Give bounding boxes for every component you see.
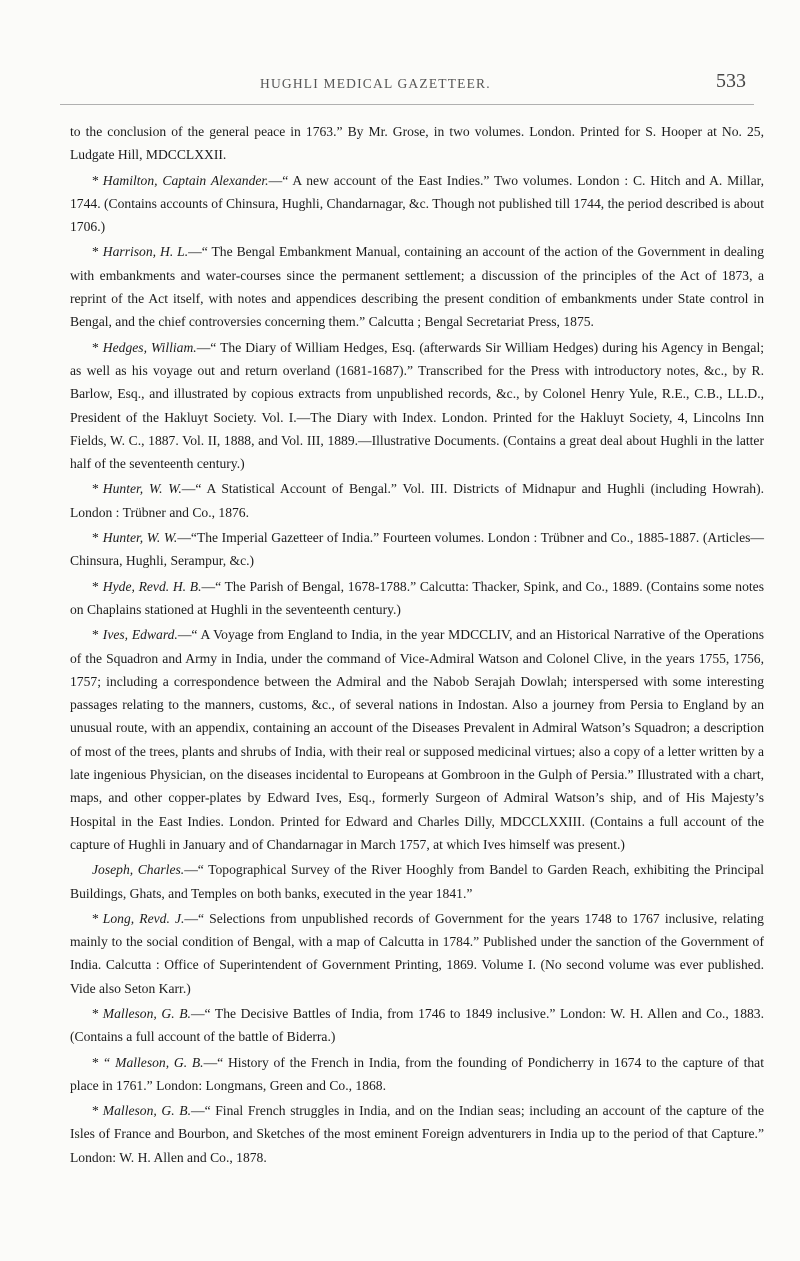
entry-marker: * [92, 910, 99, 926]
bibliography-entry [70, 1099, 764, 1169]
entry-marker: * [92, 172, 99, 188]
entry-marker: * [92, 530, 99, 546]
entry-marker: * [92, 244, 99, 260]
entry-author: Hunter, W. W. [102, 481, 182, 497]
header-rule [60, 104, 754, 105]
entry-author: Ives, Edward. [102, 627, 178, 643]
entry-text: —“ The Bengal Embankment Manual, containing an account of the action of the Government in dealing with embankments and water-courses since the permanent settlement; a discussion of the principles of the Act of 1873, a reprint of the Act itself, with notes and appendices describing the present condition of embankments under State control in Bengal, and the chief controversies concerning them.” Calcutta ; Bengal Secretariat Press, 1875. [70, 244, 764, 330]
page-number: 533 [716, 70, 746, 92]
bibliography-entry [70, 169, 764, 239]
entry-text: to the conclusion of the general peace in 1763.” By Mr. Grose, in two volumes. London. Printed for S. Hooper at No. 25, Ludgate Hill, MDCCLXXII. [70, 124, 764, 163]
entry-author: Malleson, G. B. [102, 1103, 191, 1119]
entry-author: “ Malleson, G. B. [102, 1054, 204, 1070]
entry-marker: * [92, 339, 99, 355]
entry-text: —“ A Statistical Account of Bengal.” Vol. III. Districts of Midnapur and Hughli (including Howrah). London : Trübner and Co., 1876. [70, 481, 764, 520]
bibliography-entry [70, 1002, 764, 1049]
bibliography-entry [70, 623, 764, 856]
entry-author: Long, Revd. J. [102, 910, 185, 926]
bibliography-entry [70, 336, 764, 476]
entry-text: —“ A Voyage from England to India, in the year MDCCLIV, and an Historical Narrative of the Operations of the Squadron and Army in India, under the command of Vice-Admiral Watson and Colonel Clive, in the years 1755, 1756, 1757; including a correspondence between the Admiral and the Nabob Serajah Dowlah; interspersed with some interesting passages relating to the manners, customs, &c., of several nations in Indostan. Also a journey from Persia to England by an unusual route, with an appendix, containing an account of the Diseases Prevalent in Admiral Watson’s Squadron; a description of most of the trees, plants and shrubs of India, with their real or supposed medicinal virtues; also a copy of a letter written by a late ingenious Physician, on the diseases incidental to Europeans at Gombroon in the Gulph of Persia.” Illustrated with a chart, maps, and other copper-plates by Edward Ives, Esq., formerly Surgeon of Admiral Watson’s ship, and of His Majesty’s Hospital in the East Indies. London. Printed for Edward and Charles Dilly, MDCCLXXIII. (Contains a full account of the capture of Hughli in January and of Chandarnagar in March 1757, at which Ives himself was present.) [70, 627, 764, 852]
entry-marker: * [92, 627, 99, 643]
entry-author: Joseph, Charles. [92, 862, 185, 878]
entry-author: Malleson, G. B. [102, 1005, 191, 1021]
entry-marker: * [92, 1054, 99, 1070]
entry-marker: * [92, 1103, 99, 1119]
entry-author: Harrison, H. L. [102, 244, 189, 260]
bibliography-entry [70, 120, 764, 167]
entry-text: —“ The Decisive Battles of India, from 1746 to 1849 inclusive.” London: W. H. Allen and Co., 1883. (Contains a full account of the battle of Biderra.) [70, 1005, 764, 1045]
entry-text: —“ History of the French in India, from the founding of Pondicherry in 1674 to the capture of that place in 1761.” London: Longmans, Green and Co., 1868. [70, 1054, 764, 1093]
bibliography-entry [70, 907, 764, 1000]
bibliography-list [70, 120, 764, 1171]
entry-author: Hedges, William. [102, 339, 197, 355]
entry-text: —“ Selections from unpublished records of Government for the years 1748 to 1767 inclusive, relating mainly to the social condition of Bengal, with a map of Calcutta in 1784.” Published under the sanction of the Government of India. Calcutta : Office of Superintendent of Government Printing, 1869. Volume I. (No second volume was ever published. Vide also Seton Karr.) [70, 910, 764, 996]
entry-text: —“ Topographical Survey of the River Hooghly from Bandel to Garden Reach, exhibiting the Principal Buildings, Ghats, and Temples on both banks, executed in the year 1841.” [70, 862, 764, 901]
entry-author: Hamilton, Captain Alexander. [102, 172, 269, 188]
entry-marker: * [92, 1005, 99, 1021]
entry-text: —“ The Diary of William Hedges, Esq. (afterwards Sir William Hedges) during his Agency in Bengal; as well as his voyage out and return overland (1681-1687).” Transcribed for the Press with introductory notes, &c., by R. Barlow, Esq., and illustrated by copious extracts from unpublished records, &c., by Colonel Henry Yule, R.E., C.B., LL.D., President of the Hakluyt Society. Vol. I.—The Diary with Index. London. Printed for the Hakluyt Society, 4, Lincolns Inn Fields, W. C., 1887. Vol. II, 1888, and Vol. III, 1889.—Illustrative Documents. (Contains a great deal about Hughli in the latter half of the seventeenth century.) [70, 339, 765, 472]
entry-marker: * [92, 578, 99, 594]
bibliography-entry [70, 858, 764, 905]
entry-text: —“The Imperial Gazetteer of India.” Fourteen volumes. London : Trübner and Co., 1885-1887. (Articles—Chinsura, Hughli, Serampur, &c.) [70, 530, 764, 569]
running-title: HUGHLI MEDICAL GAZETTEER. [260, 76, 491, 91]
entry-author: Hyde, Revd. H. B. [102, 578, 202, 594]
bibliography-entry [70, 526, 764, 573]
entry-text: —“ Final French struggles in India, and on the Indian seas; including an account of the capture of the Isles of France and Bourbon, and Sketches of the most eminent Foreign adventurers in India up to the period of that Capture.” London: W. H. Allen and Co., 1878. [70, 1103, 764, 1165]
bibliography-entry [70, 575, 764, 622]
bibliography-entry [70, 1051, 764, 1098]
entry-text: —“ The Parish of Bengal, 1678-1788.” Calcutta: Thacker, Spink, and Co., 1889. (Contains some notes on Chaplains stationed at Hughli in the seventeenth century.) [70, 578, 764, 617]
bibliography-entry [70, 240, 764, 333]
entry-author: Hunter, W. W. [102, 530, 178, 546]
entry-marker: * [92, 481, 99, 497]
entry-text: —“ A new account of the East Indies.” Two volumes. London : C. Hitch and A. Millar, 1744. (Contains accounts of Chinsura, Hughli, Chandarnagar, &c. Though not published till 1744, the period described is about 1706.) [70, 172, 765, 235]
bibliography-entry [70, 477, 764, 524]
